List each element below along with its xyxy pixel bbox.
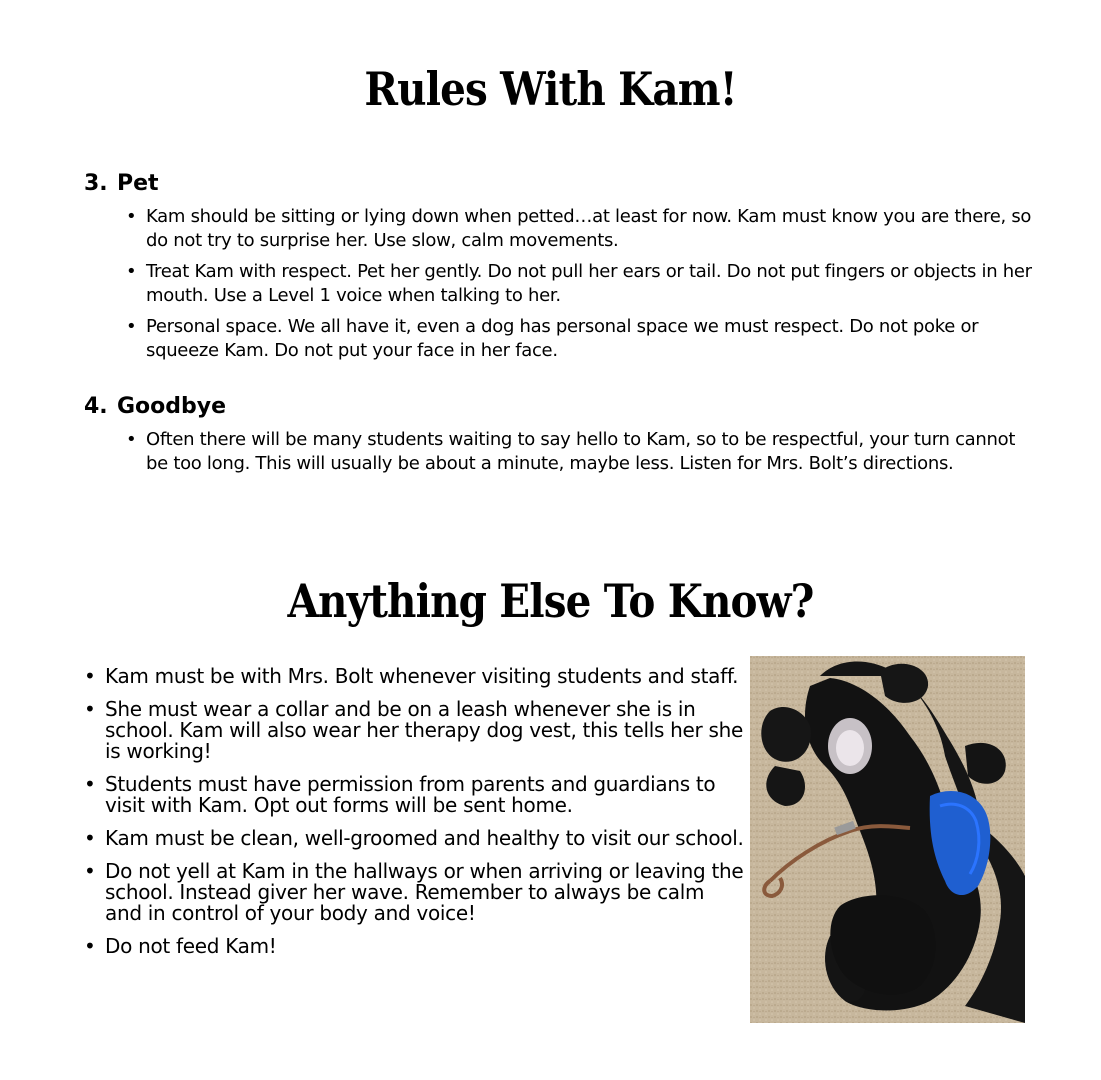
list-item: • Kam must be clean, well-groomed and healthy to visit our school. [105,828,745,849]
section-title: Anything Else To Know? [287,574,814,628]
list-item: • Do not yell at Kam in the hallways or when arriving or leaving the school. Instead giver her wave. Remember to always be calm and in control of your body and voice! [105,861,745,924]
section-heading-label: Pet [117,171,159,196]
section-heading-label: Goodbye [117,394,227,419]
know-list [105,666,745,969]
goodbye-rules-list [146,428,1036,483]
list-item: • Kam must be with Mrs. Bolt whenever visiting students and staff. [105,666,745,687]
list-item: • Often there will be many students waiting to say hello to Kam, so to be respectful, your turn cannot be too long. This will usually be about a minute, maybe less. Listen for Mrs. Bolt’s directions. [146,428,1036,476]
list-item: • She must wear a collar and be on a leash whenever she is in school. Kam will also wear her therapy dog vest, this tells her she is working! [105,699,745,762]
section-number: 4. [84,394,108,419]
list-item: • Kam should be sitting or lying down when petted…at least for now. Kam must know you are there, so do not try to surprise her. Use slow, calm movements. [146,205,1036,253]
section-heading-goodbye [84,396,226,418]
section-heading-pet [84,173,159,195]
list-item: • Personal space. We all have it, even a dog has personal space we must respect. Do not poke or squeeze Kam. Do not put your face in her face. [146,315,1036,363]
dog-photo [750,656,1025,1023]
list-item: • Students must have permission from parents and guardians to visit with Kam. Opt out forms will be sent home. [105,774,745,816]
dog-photo-icon [750,656,1025,1023]
list-item: • Do not feed Kam! [105,936,745,957]
page-title: Rules With Kam! [364,62,737,116]
pet-rules-list [146,205,1036,370]
section-number: 3. [84,171,108,196]
list-item: • Treat Kam with respect. Pet her gently. Do not pull her ears or tail. Do not put fingers or objects in her mouth. Use a Level 1 voice when talking to her. [146,260,1036,308]
